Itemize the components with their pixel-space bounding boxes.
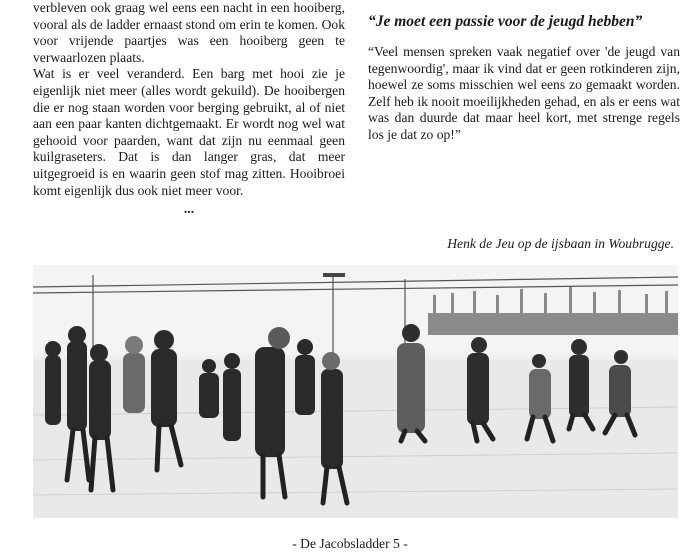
- quote-paragraph: “Veel mensen spreken vaak negatief over 'de jeugd van tegenwoordig', maar ik vind dat er geen rotkinderen zijn, hoewel ze soms misschien wel eens zo gemaakt worden. Zelf heb ik nooit moeilijkheden gehad, en als er eens wat was dan duurde dat maar heel kort, met strenge regels los je dat zo op!”: [368, 44, 680, 142]
- ellipsis: ...: [183, 201, 195, 217]
- section-heading: “Je moet een passie voor de jeugd hebben”: [368, 13, 643, 30]
- right-column: [368, 12, 680, 144]
- skating-photo: [33, 265, 678, 518]
- left-column: [33, 0, 345, 218]
- skating-scene-illustration: [33, 265, 678, 518]
- page-footer: - De Jacobsladder 5 -: [292, 536, 408, 551]
- paragraph-1: verbleven ook graag wel eens een nacht in een hooiberg, vooral als de ladder ernaast stond om erin te komen. Ook voor vrijende paartjes was een hooiberg geen te verwaarlozen plaats.: [33, 0, 345, 65]
- paragraph-2: Wat is er veel veranderd. Een barg met hooi zie je eigenlijk niet meer (alles wordt gekuild). De hooibergen die er nog staan worden voor berging gebruikt, al of niet aan een paar kanten dichtgemaakt. Er wordt nog wel wat gehooid voor paarden, want dat zijn nu eenmaal geen kuilgraseters. Dat is dan langer gras, dat meer uitgegroeid is en waarin geen stof mag zitten. Hooibroei komt eigenlijk dus ook niet meer voor.: [33, 66, 345, 198]
- photo-caption: Henk de Jeu op de ijsbaan in Woubrugge.: [447, 236, 674, 251]
